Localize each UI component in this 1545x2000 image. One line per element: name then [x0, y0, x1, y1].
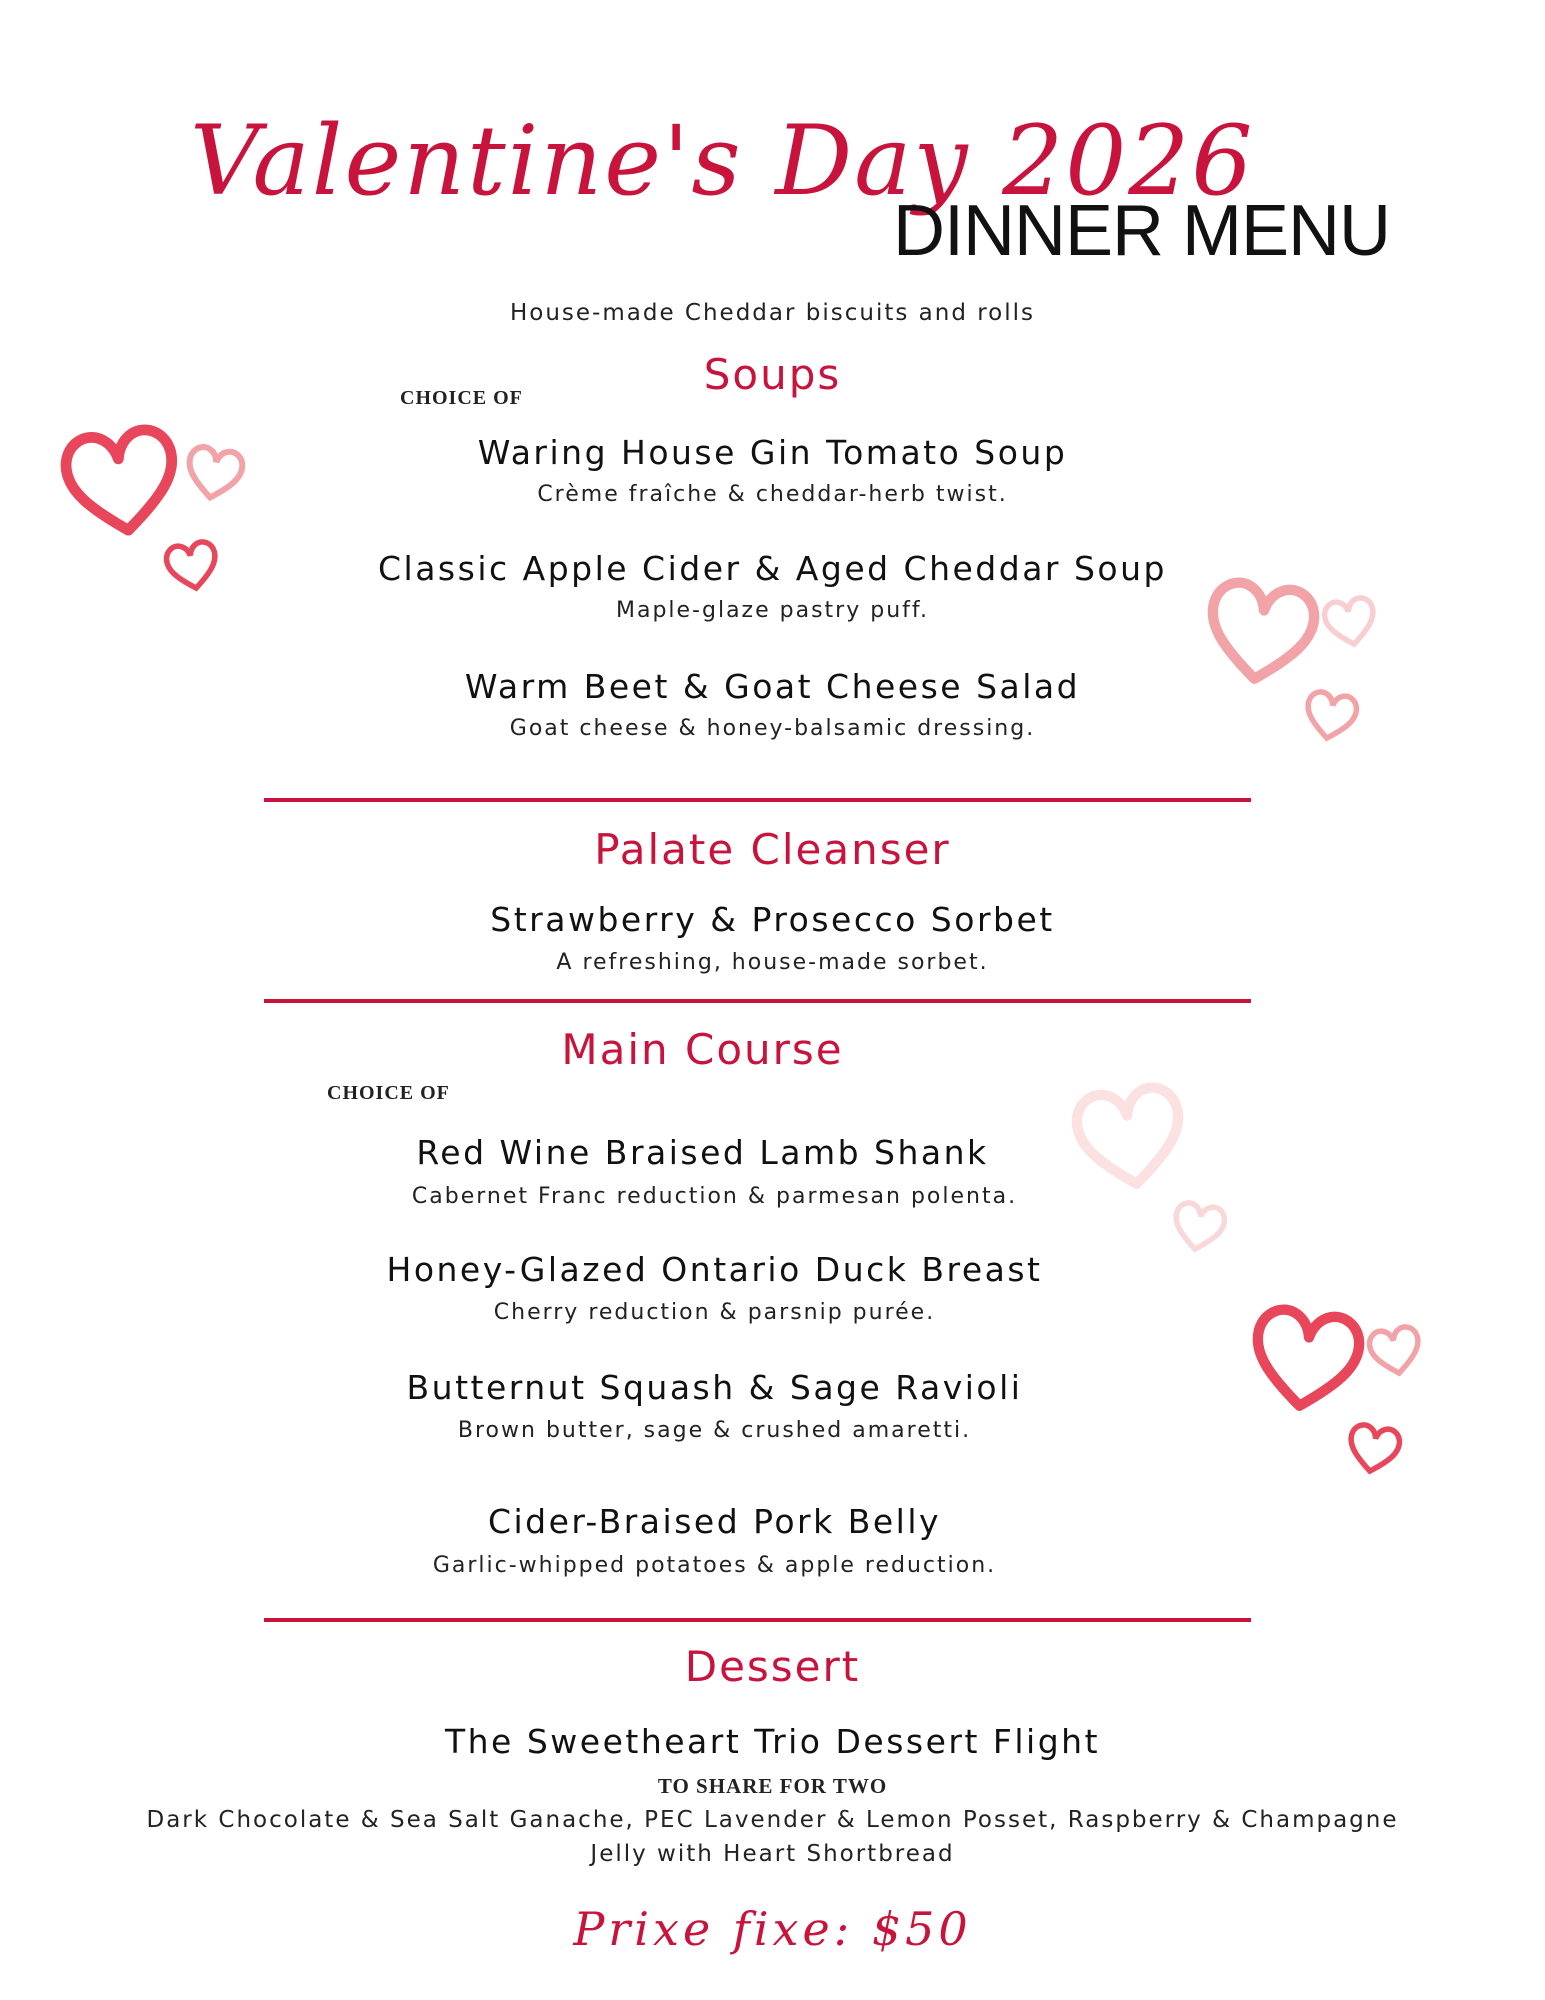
section-divider: [264, 798, 1251, 802]
soup-item-desc: Crème fraîche & cheddar-herb twist.: [537, 482, 1008, 507]
main-item-name: Butternut Squash & Sage Ravioli: [406, 1368, 1023, 1407]
title-script: Valentine's Day 2026: [190, 105, 1255, 217]
choice-of-label-soups: CHOICE OF: [400, 387, 523, 409]
main-item-desc: Cabernet Franc reduction & parmesan polenta.: [411, 1184, 1018, 1209]
main-item-name: Honey-Glazed Ontario Duck Breast: [386, 1250, 1043, 1289]
dessert-desc-line-1: Dark Chocolate & Sea Salt Ganache, PEC Lavender & Lemon Posset, Raspberry & Champagne: [146, 1807, 1399, 1833]
section-divider: [264, 999, 1251, 1003]
soup-item-desc: Goat cheese & honey-balsamic dressing.: [509, 716, 1036, 741]
palate-item-name: Strawberry & Prosecco Sorbet: [490, 900, 1055, 939]
dessert-desc-line-2: Jelly with Heart Shortbread: [590, 1841, 955, 1867]
title-dinner-menu: DINNER MENU: [893, 191, 1391, 271]
soup-item-name: Classic Apple Cider & Aged Cheddar Soup: [378, 549, 1167, 588]
palate-item-desc: A refreshing, house-made sorbet.: [556, 950, 989, 975]
section-heading-main-course: Main Course: [561, 1025, 844, 1074]
section-heading-dessert: Dessert: [684, 1642, 861, 1691]
main-item-name: Cider-Braised Pork Belly: [487, 1502, 942, 1541]
dessert-item-name: The Sweetheart Trio Dessert Flight: [444, 1722, 1101, 1761]
section-heading-palate-cleanser: Palate Cleanser: [594, 825, 951, 874]
choice-of-label-main: CHOICE OF: [327, 1082, 450, 1104]
intro-text: House-made Cheddar biscuits and rolls: [509, 300, 1036, 326]
soup-item-desc: Maple-glaze pastry puff.: [615, 598, 930, 623]
section-heading-soups: Soups: [703, 350, 842, 399]
main-item-desc: Cherry reduction & parsnip purée.: [493, 1300, 936, 1325]
section-divider: [264, 1618, 1251, 1622]
share-for-two-label: TO SHARE FOR TWO: [657, 1774, 888, 1798]
soup-item-name: Waring House Gin Tomato Soup: [477, 433, 1068, 472]
main-item-desc: Brown butter, sage & crushed amaretti.: [457, 1418, 972, 1443]
heart-cluster-right-middle-icon: [1073, 1083, 1263, 1273]
main-item-name: Red Wine Braised Lamb Shank: [416, 1133, 989, 1172]
main-item-desc: Garlic-whipped potatoes & apple reduction.: [432, 1553, 997, 1578]
soup-item-name: Warm Beet & Goat Cheese Salad: [464, 667, 1081, 706]
price-fixe: Prixe fixe: $50: [573, 1902, 972, 1956]
